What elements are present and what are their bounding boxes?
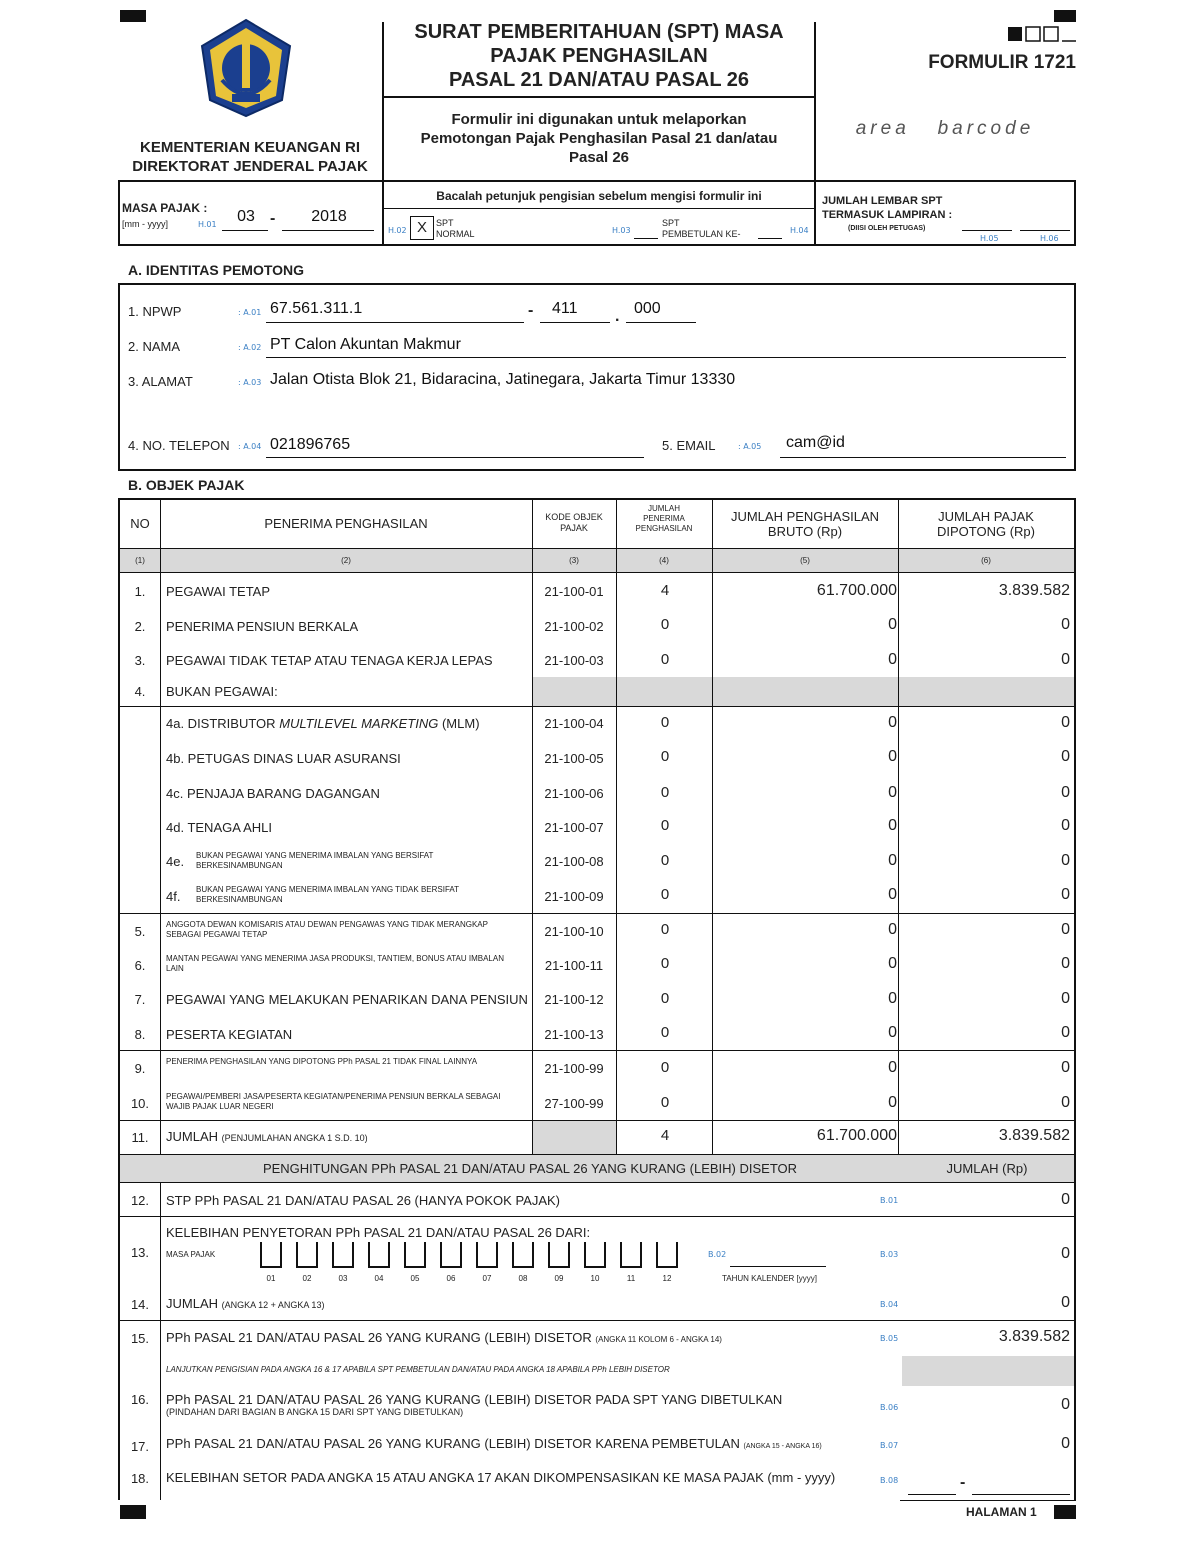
jumlah-lembar-input[interactable]	[962, 230, 1012, 231]
row-jumlah[interactable]: 0	[660, 1059, 670, 1076]
npwp-part3[interactable]: 000	[634, 300, 661, 317]
r16-value[interactable]: 0	[1061, 1396, 1070, 1413]
row-kode: 21-100-07	[544, 820, 604, 835]
field-code: B.05	[880, 1334, 899, 1343]
month-checkbox[interactable]	[620, 1242, 642, 1268]
col-header-kode: KODE OBJEK PAJAK	[545, 512, 603, 533]
row-name: MANTAN PEGAWAI YANG MENERIMA JASA PRODUKSI, TANTIEM, BONUS ATAU IMBALAN LAIN	[166, 954, 504, 973]
col-index: (6)	[981, 556, 991, 565]
row-name: BUKAN PEGAWAI YANG MENERIMA IMBALAN YANG TIDAK BERSIFAT BERKESINAMBUNGAN	[196, 885, 459, 904]
tahun-kalender-label: TAHUN KALENDER [yyyy]	[722, 1274, 817, 1283]
row-bruto[interactable]: 0	[888, 784, 897, 801]
row-jumlah[interactable]: 0	[660, 817, 670, 834]
month-checkbox[interactable]	[368, 1242, 390, 1268]
masa-year[interactable]: 2018	[311, 208, 347, 225]
row-no: 3.	[134, 653, 146, 668]
spt-pembetulan-label: SPT PEMBETULAN KE-	[662, 218, 741, 239]
npwp-label: 1. NPWP	[128, 304, 182, 319]
tahun-kalender-input[interactable]	[730, 1266, 826, 1267]
r17-value[interactable]: 0	[1061, 1435, 1070, 1452]
perhitungan-header: PENGHITUNGAN PPh PASAL 21 DAN/ATAU PASAL 26 YANG KURANG (LEBIH) DISETOR	[262, 1161, 798, 1176]
field-code: : A.04	[238, 442, 262, 451]
row-name: PEGAWAI YANG MELAKUKAN PENARIKAN DANA PENSIUN	[166, 992, 528, 1007]
corner-marker	[1054, 10, 1076, 22]
col-header-jumlah: JUMLAH PENERIMA PENGHASILAN	[635, 504, 693, 533]
month-checkbox[interactable]	[332, 1242, 354, 1268]
form-code-boxes	[1008, 26, 1078, 42]
field-code: B.07	[880, 1441, 899, 1450]
row-name: 4d. TENAGA AHLI	[166, 820, 272, 835]
row-bruto[interactable]: 0	[888, 886, 897, 903]
month-label: 04	[374, 1274, 384, 1283]
field-code: : A.01	[238, 308, 262, 317]
month-checkbox[interactable]	[548, 1242, 570, 1268]
field-code: B.04	[880, 1300, 899, 1309]
row-bruto[interactable]: 0	[888, 748, 897, 765]
nama-field[interactable]: PT Calon Akuntan Makmur	[270, 336, 461, 353]
email-field[interactable]: cam@id	[786, 434, 845, 451]
r18-month-input[interactable]	[908, 1494, 956, 1495]
row-prefix: 4f.	[166, 889, 181, 904]
section-b-title: B. OBJEK PAJAK	[128, 477, 245, 493]
row-bruto[interactable]: 61.700.000	[816, 1127, 897, 1144]
field-code: B.06	[880, 1403, 899, 1412]
r14-label: JUMLAH (ANGKA 12 + ANGKA 13)	[166, 1296, 325, 1311]
r13-label: KELEBIHAN PENYETORAN PPh PASAL 21 DAN/ATAU PASAL 26 DARI:	[166, 1225, 591, 1240]
field-code: : A.02	[238, 343, 262, 352]
row-no: 18.	[130, 1471, 150, 1486]
month-label: 02	[302, 1274, 312, 1283]
row-jumlah[interactable]: 0	[660, 748, 670, 765]
row-no: 1.	[134, 584, 146, 599]
npwp-part1[interactable]: 67.561.311.1	[270, 300, 363, 317]
col-index: (1)	[135, 556, 145, 565]
month-label: 11	[626, 1274, 636, 1283]
month-label: 03	[338, 1274, 348, 1283]
row-name: JUMLAH (PENJUMLAHAN ANGKA 1 S.D. 10)	[166, 1129, 368, 1144]
row-no: 15.	[130, 1331, 150, 1346]
field-code: H.06	[1040, 234, 1059, 243]
row-jumlah[interactable]: 0	[660, 921, 670, 938]
masa-pajak-label: MASA PAJAK :	[122, 201, 208, 215]
field-code: H.04	[790, 226, 809, 235]
field-code: B.03	[880, 1250, 899, 1259]
row-name: BUKAN PEGAWAI:	[166, 684, 278, 699]
row-bruto[interactable]: 0	[888, 616, 897, 633]
row-pajak[interactable]: 0	[1061, 784, 1070, 801]
spt-normal-label: SPT NORMAL	[436, 218, 475, 239]
row-kode: 21-100-05	[544, 751, 604, 766]
row-kode: 21-100-10	[544, 924, 604, 939]
row-name: BUKAN PEGAWAI YANG MENERIMA IMBALAN YANG BERSIFAT BERKESINAMBUNGAN	[196, 851, 434, 870]
npwp-sep: -	[528, 302, 534, 319]
row-bruto[interactable]: 0	[888, 1024, 897, 1041]
r18-dash: -	[960, 1474, 966, 1491]
r15-label: PPh PASAL 21 DAN/ATAU PASAL 26 YANG KURANG (LEBIH) DISETOR (ANGKA 11 KOLOM 6 - ANGKA 14)	[166, 1330, 722, 1345]
row-no: 6.	[134, 958, 146, 973]
row-no: 13.	[130, 1245, 150, 1260]
row-bruto[interactable]: 0	[888, 921, 897, 938]
row-jumlah[interactable]: 0	[660, 955, 670, 972]
row-pajak[interactable]: 0	[1061, 651, 1070, 668]
ministry-name: KEMENTERIAN KEUANGAN RI DIREKTORAT JENDERAL PAJAK	[132, 139, 368, 175]
masa-pajak-format: [mm - yyyy]	[122, 219, 168, 229]
month-checkbox[interactable]	[404, 1242, 426, 1268]
row-prefix: 4e.	[166, 854, 185, 869]
row-no: 9.	[134, 1061, 146, 1076]
npwp-sep: .	[615, 308, 620, 325]
nama-label: 2. NAMA	[128, 339, 181, 354]
row-jumlah[interactable]: 0	[660, 651, 670, 668]
row-bruto[interactable]: 0	[888, 651, 897, 668]
instruction-text: Bacalah petunjuk pengisian sebelum mengisi formulir ini	[436, 189, 762, 203]
jumlah-lembar-label: JUMLAH LEMBAR SPT TERMASUK LAMPIRAN : (DIISI OLEH PETUGAS)	[822, 195, 953, 232]
r13-masa-label: MASA PAJAK	[166, 1250, 216, 1259]
alamat-label: 3. ALAMAT	[128, 374, 193, 389]
row-pajak[interactable]: 0	[1061, 616, 1070, 633]
row-name: PEGAWAI TETAP	[166, 584, 271, 599]
row-name: PENERIMA PENGHASILAN YANG DIPOTONG PPh PASAL 21 TIDAK FINAL LAINNYA	[166, 1057, 478, 1066]
ministry-logo	[198, 18, 294, 118]
email-label: 5. EMAIL	[662, 438, 716, 453]
row-jumlah[interactable]: 4	[660, 1127, 670, 1144]
row-name: 4b. PETUGAS DINAS LUAR ASURANSI	[166, 751, 401, 766]
row-no: 8.	[134, 1027, 146, 1042]
col-header-penerima: PENERIMA PENGHASILAN	[264, 516, 428, 531]
row-kode: 21-100-11	[544, 958, 604, 973]
month-label: 05	[410, 1274, 420, 1283]
col-header-pajak: JUMLAH PAJAK DIPOTONG (Rp)	[937, 509, 1035, 539]
corner-marker	[120, 10, 146, 22]
r16-label: PPh PASAL 21 DAN/ATAU PASAL 26 YANG KURANG (LEBIH) DISETOR PADA SPT YANG DIBETULKAN	[166, 1392, 783, 1407]
r18-label: KELEBIHAN SETOR PADA ANGKA 15 ATAU ANGKA 17 AKAN DIKOMPENSASIKAN KE MASA PAJAK (mm - yyyy)	[166, 1470, 836, 1485]
row-no: 2.	[134, 619, 146, 634]
form-title: SURAT PEMBERITAHUAN (SPT) MASA PAJAK PENGHASILAN PASAL 21 DAN/ATAU PASAL 26	[414, 21, 784, 91]
row-kode: 21-100-99	[544, 1061, 604, 1076]
section-a-title: A. IDENTITAS PEMOTONG	[128, 262, 305, 278]
field-code: H.05	[980, 234, 999, 243]
row-kode: 21-100-02	[544, 619, 604, 634]
row-pajak[interactable]: 3.839.582	[998, 582, 1070, 599]
row-no: 16.	[130, 1392, 150, 1407]
col-index: (3)	[569, 556, 579, 565]
row-jumlah[interactable]: 0	[660, 852, 670, 869]
field-code: : A.03	[238, 378, 262, 387]
row-kode: 21-100-03	[544, 653, 604, 668]
row-jumlah[interactable]: 0	[660, 1024, 670, 1041]
telepon-label: 4. NO. TELEPON	[128, 438, 230, 453]
row-no: 5.	[134, 924, 146, 939]
row-pajak[interactable]: 0	[1061, 921, 1070, 938]
month-checkbox[interactable]	[656, 1242, 678, 1268]
r17-label: PPh PASAL 21 DAN/ATAU PASAL 26 YANG KURANG (LEBIH) DISETOR KARENA PEMBETULAN (ANGKA 15 - ANGKA 16)	[166, 1436, 822, 1451]
row-bruto[interactable]: 0	[888, 1059, 897, 1076]
row-kode: 21-100-08	[544, 854, 604, 869]
row-pajak[interactable]: 0	[1061, 748, 1070, 765]
row-name: PENERIMA PENSIUN BERKALA	[166, 619, 359, 634]
r18-year-input[interactable]	[972, 1494, 1070, 1495]
field-code: B.02	[708, 1250, 727, 1259]
col-index: (5)	[800, 556, 810, 565]
row-pajak[interactable]: 0	[1061, 1059, 1070, 1076]
row-bruto[interactable]: 0	[888, 990, 897, 1007]
telepon-field[interactable]: 021896765	[270, 436, 351, 453]
month-label: 07	[482, 1274, 492, 1283]
row-bruto[interactable]: 0	[888, 817, 897, 834]
row-no: 12.	[130, 1193, 150, 1208]
row-no: 7.	[134, 992, 146, 1007]
row-no: 10.	[130, 1096, 150, 1111]
masa-dash: -	[270, 210, 276, 227]
jumlah-lembar-input[interactable]	[1020, 230, 1070, 231]
row-kode: 27-100-99	[544, 1096, 604, 1111]
row-kode: 21-100-01	[544, 584, 604, 599]
month-label: 08	[518, 1274, 528, 1283]
lanjutkan-note: LANJUTKAN PENGISIAN PADA ANGKA 16 & 17 APABILA SPT PEMBETULAN DAN/ATAU PADA ANGKA 18 APABILA PPh LEBIH DISETOR	[166, 1365, 670, 1374]
row-kode: 21-100-06	[544, 786, 604, 801]
field-code: H.03	[612, 226, 631, 235]
row-pajak[interactable]: 0	[1061, 990, 1070, 1007]
col-header-bruto: JUMLAH PENGHASILAN BRUTO (Rp)	[730, 509, 880, 539]
month-checkbox[interactable]	[260, 1242, 282, 1268]
perhitungan-jumlah-header: JUMLAH (Rp)	[946, 1161, 1028, 1176]
col-index: (4)	[659, 556, 669, 565]
row-no: 14.	[130, 1297, 150, 1312]
col-index: (2)	[341, 556, 351, 565]
month-checkbox[interactable]	[296, 1242, 318, 1268]
form-number: FORMULIR 1721	[928, 52, 1076, 73]
row-bruto[interactable]: 61.700.000	[816, 582, 897, 599]
pembetulan-ke-input[interactable]	[758, 238, 782, 239]
barcode-area: area barcode	[855, 118, 1035, 139]
row-pajak[interactable]: 0	[1061, 817, 1070, 834]
row-jumlah[interactable]: 0	[660, 1094, 670, 1111]
row-name: PEGAWAI/PEMBERI JASA/PESERTA KEGIATAN/PENERIMA PENSIUN BERKALA SEBAGAI WAJIB PAJAK LUAR NEGERI	[166, 1092, 501, 1111]
row-jumlah[interactable]: 0	[660, 886, 670, 903]
r16-note: (PINDAHAN DARI BAGIAN B ANGKA 15 DARI SPT YANG DIBETULKAN)	[166, 1407, 464, 1417]
r15-value[interactable]: 3.839.582	[998, 1328, 1070, 1345]
row-pajak[interactable]: 0	[1061, 955, 1070, 972]
field-code: B.08	[880, 1476, 899, 1485]
npwp-part2[interactable]: 411	[552, 300, 578, 317]
row-no: 17.	[130, 1439, 150, 1454]
row-jumlah[interactable]: 0	[660, 616, 670, 633]
row-jumlah[interactable]: 4	[660, 582, 670, 599]
col-header-no: NO	[130, 516, 150, 531]
row-bruto[interactable]: 0	[888, 852, 897, 869]
row-bruto[interactable]: 0	[888, 714, 897, 731]
row-pajak[interactable]: 0	[1061, 852, 1070, 869]
row-bruto[interactable]: 0	[888, 955, 897, 972]
form-description: Formulir ini digunakan untuk melaporkan Pemotongan Pajak Penghasilan Pasal 21 dan/atau Pasal 26	[420, 111, 778, 166]
month-checkbox[interactable]	[476, 1242, 498, 1268]
row-kode: 21-100-13	[544, 1027, 604, 1042]
row-no: 4.	[134, 684, 146, 699]
row-name: 4a. DISTRIBUTOR MULTILEVEL MARKETING (MLM)	[166, 716, 480, 731]
row-jumlah[interactable]: 0	[660, 784, 670, 801]
r13-value[interactable]: 0	[1061, 1245, 1070, 1262]
r12-value[interactable]: 0	[1061, 1191, 1070, 1208]
r12-label: STP PPh PASAL 21 DAN/ATAU PASAL 26 (HANYA POKOK PAJAK)	[166, 1193, 560, 1208]
spt-normal-checkbox[interactable]: X	[410, 216, 434, 240]
field-code: : A.05	[738, 442, 762, 451]
month-checkbox[interactable]	[512, 1242, 534, 1268]
month-label: 06	[446, 1274, 456, 1283]
corner-marker	[120, 1505, 146, 1519]
corner-marker	[1054, 1505, 1076, 1519]
field-code: B.01	[880, 1196, 899, 1205]
spt-pembetulan-checkbox[interactable]	[634, 238, 658, 239]
month-checkbox[interactable]	[584, 1242, 606, 1268]
month-label: 01	[266, 1274, 276, 1283]
month-label: 10	[590, 1274, 600, 1283]
row-pajak[interactable]: 3.839.582	[998, 1127, 1070, 1144]
row-no: 11.	[131, 1130, 149, 1145]
row-kode: 21-100-04	[544, 716, 604, 731]
row-jumlah[interactable]: 0	[660, 714, 670, 731]
row-pajak[interactable]: 0	[1061, 886, 1070, 903]
row-pajak[interactable]: 0	[1061, 1094, 1070, 1111]
page-number: HALAMAN 1	[966, 1505, 1037, 1519]
month-label: 12	[662, 1274, 672, 1283]
row-kode: 21-100-12	[544, 992, 604, 1007]
month-label: 09	[554, 1274, 564, 1283]
row-kode: 21-100-09	[544, 889, 604, 904]
month-checkbox[interactable]	[440, 1242, 462, 1268]
row-name: 4c. PENJAJA BARANG DAGANGAN	[166, 786, 380, 801]
row-name: ANGGOTA DEWAN KOMISARIS ATAU DEWAN PENGAWAS YANG TIDAK MERANGKAP SEBAGAI PEGAWAI TETAP	[166, 920, 488, 939]
masa-month[interactable]: 03	[237, 208, 255, 225]
r14-value[interactable]: 0	[1061, 1294, 1070, 1311]
row-jumlah[interactable]: 0	[660, 990, 670, 1007]
row-name: PESERTA KEGIATAN	[166, 1027, 293, 1042]
row-name: PEGAWAI TIDAK TETAP ATAU TENAGA KERJA LEPAS	[166, 653, 493, 668]
field-code: H.02	[388, 226, 407, 235]
alamat-field[interactable]: Jalan Otista Blok 21, Bidaracina, Jatinegara, Jakarta Timur 13330	[270, 371, 736, 388]
row-pajak[interactable]: 0	[1061, 1024, 1070, 1041]
row-pajak[interactable]: 0	[1061, 714, 1070, 731]
row-bruto[interactable]: 0	[888, 1094, 897, 1111]
field-code: H.01	[198, 220, 217, 229]
